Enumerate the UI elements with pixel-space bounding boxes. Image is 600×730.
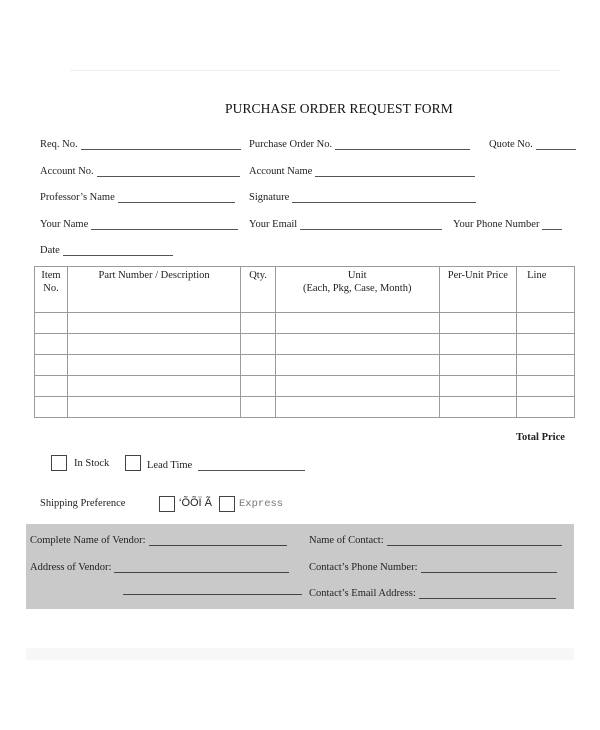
header-unit-line2: (Each, Pkg, Case, Month) [302,283,412,294]
table-cell[interactable] [67,355,240,376]
header-per-unit: Per-Unit Price [439,267,517,313]
table-cell[interactable] [439,376,517,397]
shipping-option1-checkbox[interactable] [159,496,175,512]
table-cell[interactable] [275,334,439,355]
contact-email-label: Contact’s Email Address: [309,588,416,599]
your-phone-label: Your Phone Number [453,219,540,230]
shipping-preference-label: Shipping Preference [40,498,126,509]
contact-phone-field[interactable] [309,559,557,573]
vendor-name-line[interactable] [149,536,287,546]
table-cell[interactable] [35,334,68,355]
table-cell[interactable] [241,376,276,397]
header-unit-line1: Unit [347,270,367,281]
header-item-line2: No. [43,283,59,294]
table-cell[interactable] [439,313,517,334]
table-cell[interactable] [35,376,68,397]
header-unit [275,267,439,313]
contact-name-field[interactable] [309,532,562,546]
contact-phone-line[interactable] [421,563,557,573]
contact-name-line[interactable] [387,536,562,546]
vendor-address-line-2[interactable] [123,585,302,595]
in-stock-checkbox[interactable] [51,455,67,471]
items-table [34,266,575,418]
table-cell[interactable] [67,313,240,334]
table-row [35,397,575,418]
header-qty: Qty. [241,267,276,313]
vendor-address-field[interactable] [30,559,289,573]
table-row [35,313,575,334]
table-row [35,334,575,355]
bottom-band [26,648,574,660]
contact-email-field[interactable] [309,585,556,599]
table-cell[interactable] [67,397,240,418]
table-cell[interactable] [517,313,575,334]
shipping-express-checkbox[interactable] [219,496,235,512]
header-line: Line [517,267,575,313]
table-cell[interactable] [67,376,240,397]
table-header-row [35,267,575,313]
table-cell[interactable] [241,355,276,376]
table-cell[interactable] [241,334,276,355]
table-cell[interactable] [517,397,575,418]
vendor-address-line[interactable] [114,563,289,573]
header-item-no [35,267,68,313]
vendor-name-field[interactable] [30,532,287,546]
quote-no-label: Quote No. [489,139,533,150]
vendor-address-label: Address of Vendor: [30,562,112,573]
account-no-label: Account No. [40,166,94,177]
table-cell[interactable] [275,313,439,334]
table-cell[interactable] [67,334,240,355]
header-part: Part Number / Description [67,267,240,313]
vendor-section [26,524,574,609]
item-rows [35,313,575,418]
total-price-label: Total Price [516,432,565,443]
table-cell[interactable] [517,376,575,397]
header-item-line1: Item [41,270,61,281]
table-cell[interactable] [439,334,517,355]
table-cell[interactable] [275,355,439,376]
signature-label: Signature [249,192,290,203]
po-no-label: Purchase Order No. [249,139,333,150]
vendor-name-label: Complete Name of Vendor: [30,535,146,546]
table-cell[interactable] [439,397,517,418]
in-stock-label: In Stock [74,458,110,469]
table-cell[interactable] [241,313,276,334]
table-cell[interactable] [241,397,276,418]
req-no-label: Req. No. [40,139,78,150]
table-cell[interactable] [517,334,575,355]
form-title: PURCHASE ORDER REQUEST FORM [225,101,453,116]
lead-time-checkbox[interactable] [125,455,141,471]
table-cell[interactable] [35,397,68,418]
lead-time-label: Lead Time [147,460,193,471]
your-name-label: Your Name [40,219,89,230]
shipping-express-label: Express [239,498,284,510]
contact-phone-label: Contact’s Phone Number: [309,562,418,573]
contact-name-label: Name of Contact: [309,535,384,546]
table-cell[interactable] [275,397,439,418]
contact-email-line[interactable] [419,589,556,599]
your-email-label: Your Email [249,219,298,230]
date-label: Date [40,245,60,256]
lead-time-line[interactable] [198,461,305,471]
professor-name-label: Professor’s Name [40,192,115,203]
table-cell[interactable] [517,355,575,376]
table-cell[interactable] [275,376,439,397]
table-cell[interactable] [35,355,68,376]
table-row [35,355,575,376]
lead-time-field[interactable] [147,457,305,471]
account-name-label: Account Name [249,166,313,177]
shipping-option1-label: ‘ÕÕÏ Ã [179,497,213,509]
table-cell[interactable] [439,355,517,376]
table-row [35,376,575,397]
table-cell[interactable] [35,313,68,334]
